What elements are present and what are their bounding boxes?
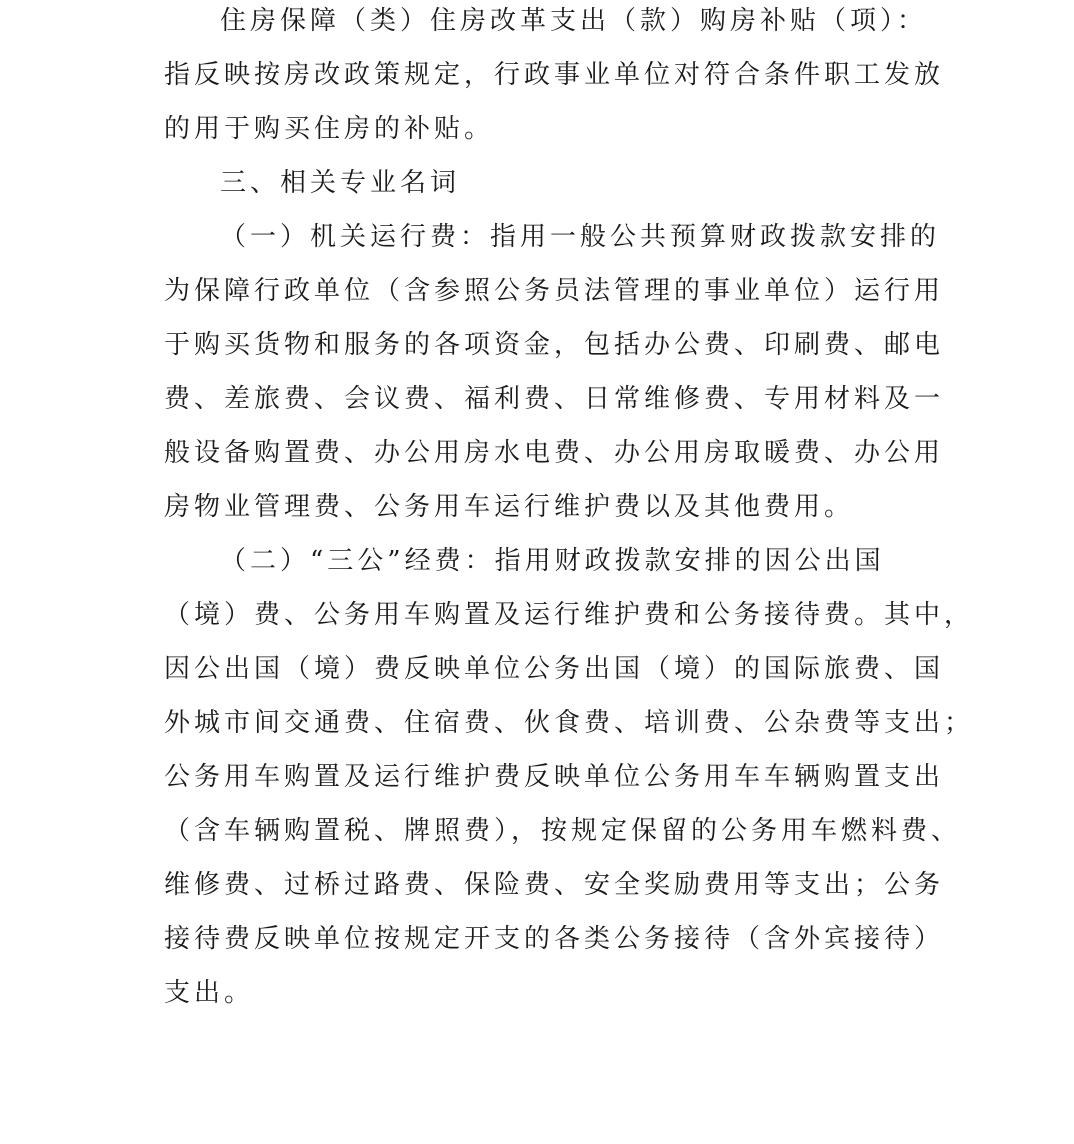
paragraph-line: 般设备购置费、办公用房水电费、办公用房取暖费、办公用 bbox=[164, 438, 945, 468]
paragraph-line: 接待费反映单位按规定开支的各类公务接待（含外宾接待） bbox=[164, 924, 945, 954]
paragraph-line: 公务用车购置及运行维护费反映单位公务用车车辆购置支出 bbox=[164, 762, 945, 792]
paragraph-line: 住房保障（类）住房改革支出（款）购房补贴（项）： bbox=[220, 6, 928, 36]
paragraph-line: （二）“三公”经费：指用财政拨款安排的因公出国 bbox=[220, 546, 885, 576]
paragraph-line: 指反映按房改政策规定，行政事业单位对符合条件职工发放 bbox=[164, 60, 945, 90]
paragraph-line: 为保障行政单位（含参照公务员法管理的事业单位）运行用 bbox=[164, 276, 945, 306]
paragraph-line: 维修费、过桥过路费、保险费、安全奖励费用等支出；公务 bbox=[164, 870, 945, 900]
paragraph-line: 房物业管理费、公务用车运行维护费以及其他费用。 bbox=[164, 492, 855, 522]
paragraph-line: 的用于购买住房的补贴。 bbox=[164, 114, 495, 144]
paragraph-line: 支出。 bbox=[164, 978, 255, 1008]
paragraph-line: （境）费、公务用车购置及运行维护费和公务接待费。其中， bbox=[164, 600, 975, 630]
paragraph-line: 外城市间交通费、住宿费、伙食费、培训费、公杂费等支出； bbox=[164, 708, 975, 738]
paragraph-line: （含车辆购置税、牌照费），按规定保留的公务用车燃料费、 bbox=[164, 816, 962, 846]
paragraph-line: 费、差旅费、会议费、福利费、日常维修费、专用材料及一 bbox=[164, 384, 945, 414]
paragraph-line: 于购买货物和服务的各项资金，包括办公费、印刷费、邮电 bbox=[164, 330, 945, 360]
paragraph-line: （一）机关运行费：指用一般公共预算财政拨款安排的 bbox=[220, 222, 941, 252]
section-heading: 三、相关专业名词 bbox=[220, 168, 461, 198]
paragraph-line: 因公出国（境）费反映单位公务出国（境）的国际旅费、国 bbox=[164, 654, 945, 684]
